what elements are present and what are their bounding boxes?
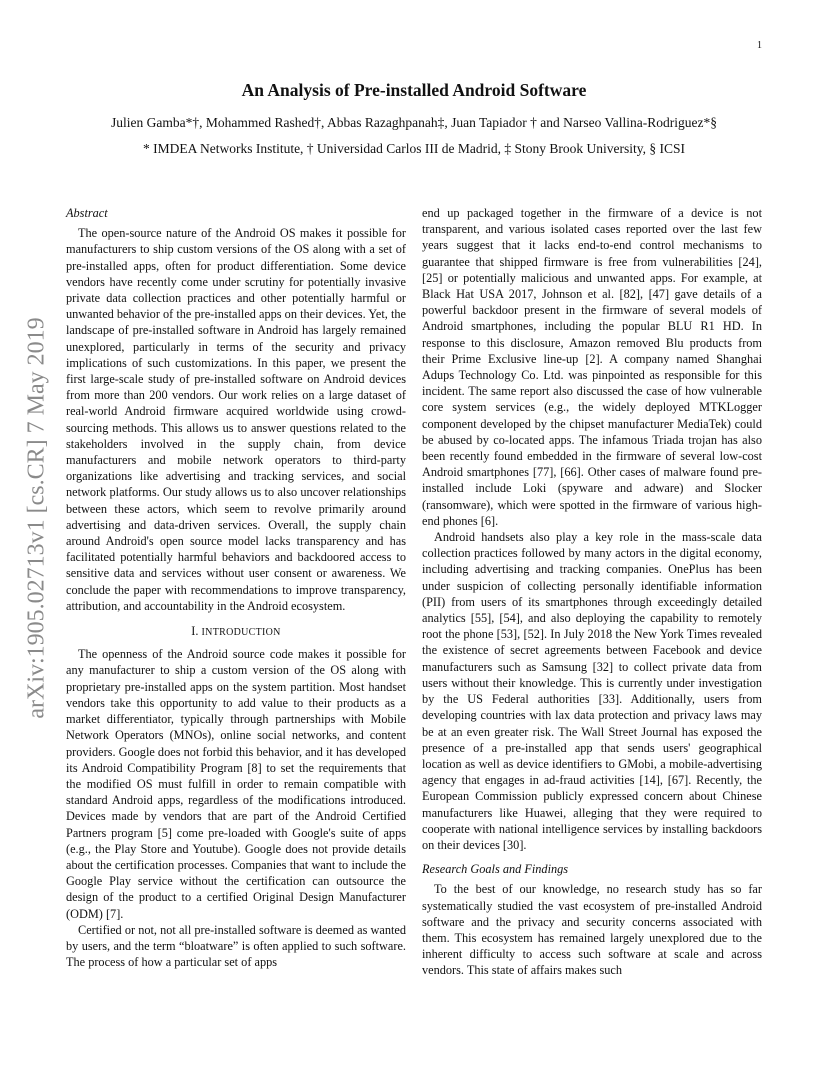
left-column xyxy=(66,205,406,970)
section-number: I. xyxy=(191,624,199,639)
right-column xyxy=(422,205,762,979)
abstract-heading: Abstract xyxy=(66,206,108,220)
body-paragraph: To the best of our knowledge, no research study has so far systematically studied the vast ecosystem of pre-installed Android software and the privacy and security concerns associated with them. This ecosystem has remained largely unexplored due to the inherent difficulty to access such software at scale and across vendors. This state of affairs makes such xyxy=(422,882,762,978)
paper-title: An Analysis of Pre-installed Android Software xyxy=(241,80,587,100)
body-paragraph: Android handsets also play a key role in the mass-scale data collection practices followed by many actors in the digital economy, including advertising and tracking companies. OnePlus has been under suspicion of collecting personally identifiable information (PII) from users of its smartphones through exceedingly detailed analytics [55], [54], and also deploying the capability to remotely root the phone [53], [52]. In July 2018 the New York Times revealed the existence of secret agreements between Facebook and device manufacturers such as Samsung [32] to collect private data from users without their knowledge. This is currently under investigation by the US Federal authorities [33]. Additionally, users from developing countries with lax data protection and privacy laws may be at an even greater risk. The Wall Street Journal has exposed the presence of a pre-installed app that sends users' geographical location as well as device identifiers to GMobi, a mobile-advertising agency that engages in ad-fraud activities [14], [67]. Recently, the European Commission publicly expressed concern about Chinese manufacturers like Huawei, alleging that they were required to cooperate with national intelligence services by installing backdoors on their devices [30]. xyxy=(422,530,762,852)
intro-paragraph: The openness of the Android source code makes it possible for any manufacturer to ship a custom version of the OS along with proprietary pre-installed apps on the system partition. Most handset vendors take this opportunity to add value to their products as a market differentiator, typically through partnerships with Mobile Network Operators (MNOs), online social networks, and content providers. Google does not forbid this behavior, and it has developed its Android Compatibility Program [8] to set the requirements that the modified OS must fulfill in order to remain compatible with standard Android apps, regardless of the modifications introduced. Devices made by vendors that are part of the Android Certified Partners program [5] come pre-loaded with Google's suite of apps (e.g., the Play Store and Youtube). Google does not provide details about the certification processes. Companies that want to include the Google Play service without the certification can outsource the design of the product to a certified Original Design Manufacturer (ODM) [7]. xyxy=(66,647,406,921)
body-paragraph: end up packaged together in the firmware of a device is not transparent, and various isolated cases reported over the last few years suggest that it lacks end-to-end control mechanisms to guarantee that shipped firmware is free from vulnerabilities [24], [25] or potentially malicious and unwanted apps. For example, at Black Hat USA 2017, Johnson et al. [82], [47] gave details of a powerful backdoor present in the firmware of several models of Android smartphones, including the popular BLU R1 HD. In response to this disclosure, Amazon removed Blu products from their Prime Exclusive line-up [2]. A company named Shanghai Adups Technology Co. Ltd. was pinpointed as responsible for this incident. The same report also discussed the case of how vulnerable core system services (e.g., the widely deployed MTKLogger component developed by the chipset manufacturer MediaTek) could be abused by co-located apps. The infamous Triada trojan has also been recently found embedded in the firmware of several low-cost Android smartphones [77], [66]. Other cases of malware found pre-installed include Loki (spyware and adware) and Slocker (ransomware), which were spotted in the firmware of various high-end phones [6]. xyxy=(422,206,762,528)
section-title: INTRODUCTION xyxy=(201,627,281,639)
subsection-heading: Research Goals and Findings xyxy=(422,862,569,877)
arxiv-stamp xyxy=(16,278,58,758)
section-heading-introduction xyxy=(66,623,406,641)
page-number: 1 xyxy=(757,40,762,51)
affiliation-list: * IMDEA Networks Institute, † Universidad Carlos III de Madrid, ‡ Stony Brook University, § ICSI xyxy=(142,141,686,156)
author-list: Julien Gamba*†, Mohammed Rashed†, Abbas Razaghpanah‡, Juan Tapiador † and Narseo Vallina-Rodriguez*§ xyxy=(111,115,717,130)
intro-paragraph: Certified or not, not all pre-installed software is deemed as wanted by users, and the term “bloatware” is often applied to such software. The process of how a particular set of apps xyxy=(66,922,406,970)
abstract-text: The open-source nature of the Android OS makes it possible for manufacturers to ship custom versions of the OS along with a set of pre-installed apps, often for product differentiation. Some device vendors have recently come under scrutiny for potentially invasive private data collection practices and other potentially harmful or unwanted behavior of the pre-installed apps on their devices. Yet, the landscape of pre-installed software in Android has largely remained unexplored, particularly in terms of the security and privacy implications of such customizations. In this paper, we present the first large-scale study of pre-installed software on Android devices from more than 200 vendors. Our work relies on a large dataset of real-world Android firmware acquired worldwide using crowd-sourcing methods. This allows us to answer questions related to the stakeholders involved in the supply chain, from device manufacturers and mobile network operators to third-party organizations like advertising and tracking services, and social network platforms. Our study allows us to also uncover relationships between these actors, which seem to revolve primarily around advertising and data-driven services. Overall, the supply chain around Android's open source model lacks transparency and has facilitated potentially harmful behaviors and backdoored access to sensitive data and services without user consent or awareness. We conclude the paper with recommendations to improve transparency, attribution, and accountability in the Android ecosystem. xyxy=(66,226,406,613)
arxiv-stamp-text: arXiv:1905.02713v1 [cs.CR] 7 May 2019 xyxy=(23,317,50,719)
